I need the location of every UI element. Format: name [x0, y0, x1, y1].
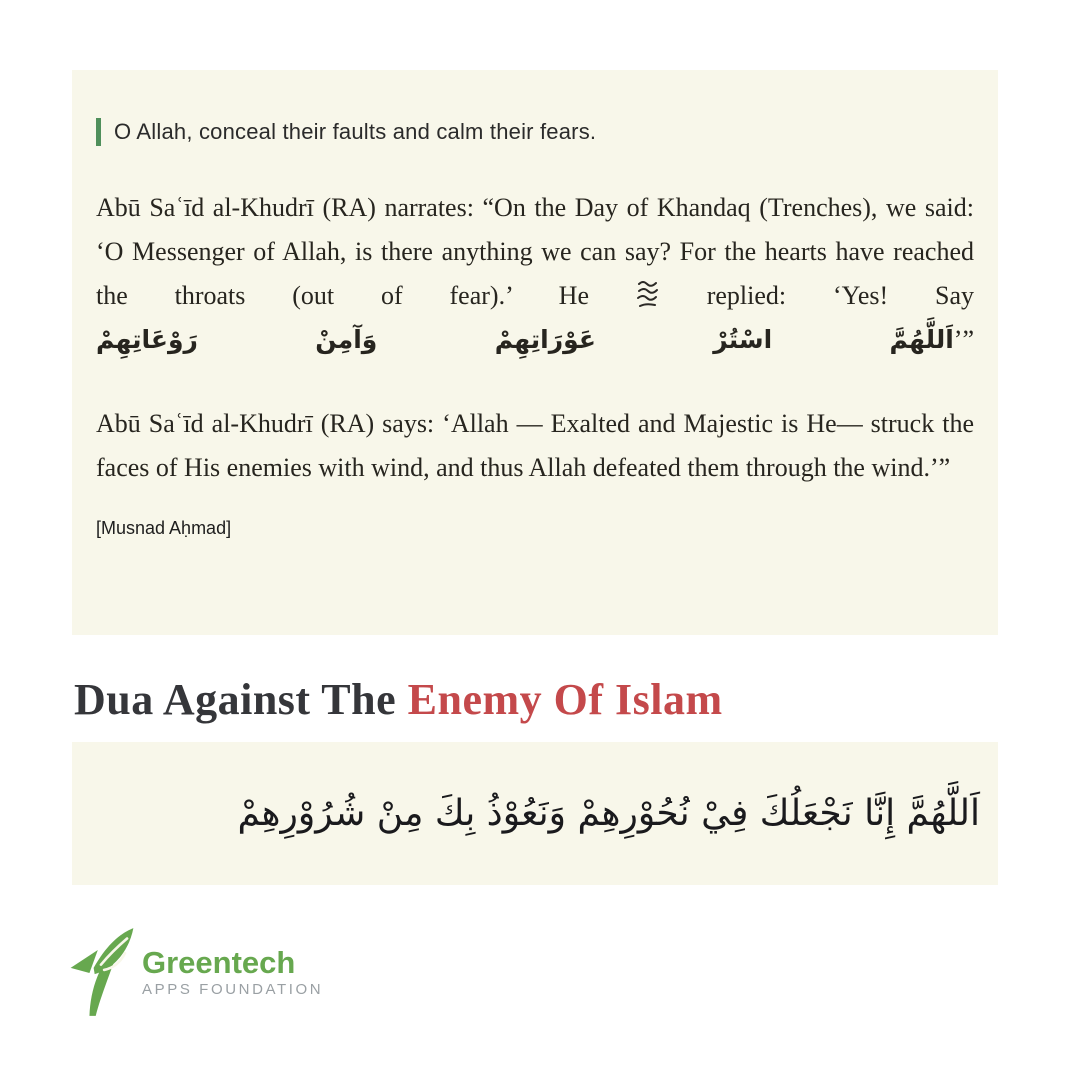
- greentech-leaf-logo-icon: [66, 926, 138, 1018]
- narration-1-closing-quotes: ’”: [953, 325, 974, 354]
- brand-subtitle: APPS FOUNDATION: [142, 981, 324, 999]
- hadith-source-reference: [Musnad Aḥmad]: [96, 518, 232, 538]
- narration-1-arabic-dua: اَللَّهُمَّ اسْتُرْ عَوْرَاتِهِمْ وَآمِنْ رَوْعَاتِهِمْ: [96, 325, 954, 354]
- dua-arabic-text: اَللَّهُمَّ إِنَّا نَجْعَلُكَ فِيْ نُحُوْرِهِمْ وَنَعُوْذُ بِكَ مِنْ شُرُوْرِهِمْ: [237, 793, 980, 834]
- quote-accent-bar: [96, 118, 101, 146]
- dua-card: [72, 742, 998, 885]
- narration-1-before-honorific: Abū Saʿīd al-Khudrī (RA) narrates: “On the Day of Khandaq (Trenches), we said: ‘O Messenger of Allah, is there anything we can say? For the hearts have reached the throats (out of fear).’ He: [96, 193, 974, 310]
- page-title: [74, 674, 723, 725]
- translation-quote-text: O Allah, conceal their faults and calm their fears.: [114, 119, 597, 144]
- page-title-normal: Dua Against The: [74, 675, 397, 724]
- brand-text: [142, 946, 323, 998]
- sallallahu-alayhi-wasallam-icon: [636, 279, 660, 311]
- page-title-highlight: Enemy Of Islam: [407, 675, 723, 724]
- hadith-card: [72, 70, 998, 635]
- brand-name: Greentech: [142, 944, 296, 980]
- narration-1-after-honorific: replied: ‘Yes! Say: [706, 281, 975, 310]
- translation-quote: [96, 118, 974, 146]
- narration-paragraph-1: [96, 186, 974, 362]
- brand-footer: [66, 926, 323, 1018]
- narration-paragraph-2: Abū Saʿīd al-Khudrī (RA) says: ‘Allah — Exalted and Majestic is He— struck the faces of His enemies with wind, and thus Allah defeated them through the wind.’”: [96, 409, 974, 482]
